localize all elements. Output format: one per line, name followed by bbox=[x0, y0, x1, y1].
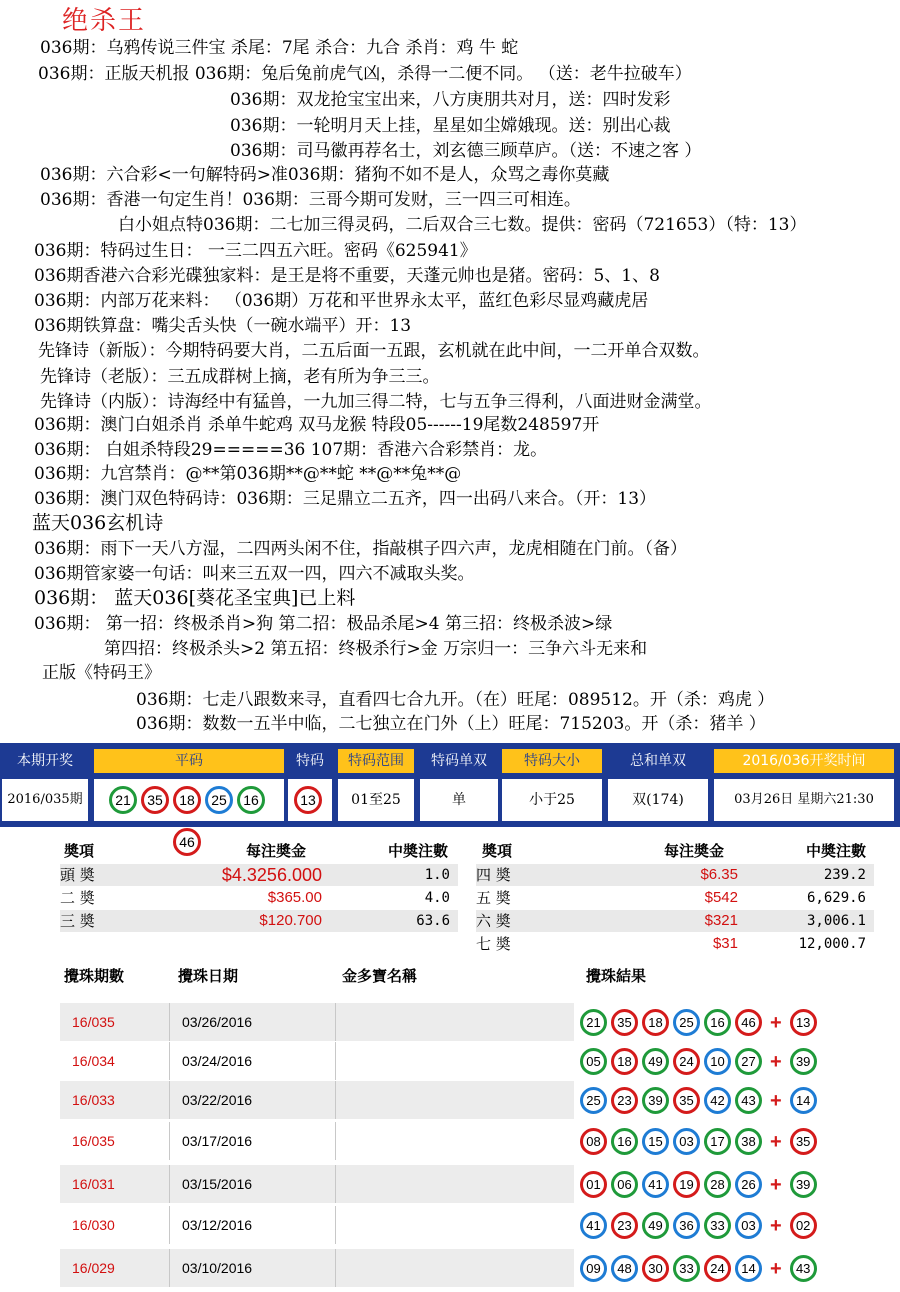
forecast-line: 036期： 蓝天036[葵花圣宝典]已上料 bbox=[34, 587, 356, 609]
prize-count: 4.0 bbox=[424, 890, 450, 906]
special-size-value: 小于25 bbox=[502, 779, 602, 821]
draw-result-cell bbox=[574, 1042, 886, 1080]
prize-name: 二 奬 bbox=[60, 889, 95, 907]
lottery-ball: 41 bbox=[580, 1212, 607, 1239]
lottery-ball: 14 bbox=[790, 1087, 817, 1114]
draw-period-cell: 16/035 bbox=[60, 1122, 170, 1160]
lottery-ball: 21 bbox=[109, 786, 137, 814]
lottery-ball: 01 bbox=[580, 1171, 607, 1198]
prize-item-header-left: 奬項 bbox=[64, 842, 95, 860]
forecast-line: 036期：内部万花来料： （036期）万花和平世界永太平，蓝红色彩尽显鸡藏虎居 bbox=[34, 291, 649, 311]
forecast-line: 036期铁算盘：嘴尖舌头快（一碗水端平）开：13 bbox=[34, 316, 412, 336]
lottery-ball: 09 bbox=[580, 1255, 607, 1282]
lottery-ball: 06 bbox=[611, 1171, 638, 1198]
draw-name-cell bbox=[336, 1165, 575, 1203]
prize-name: 五 奬 bbox=[476, 889, 511, 907]
prize-row-left bbox=[60, 864, 458, 886]
lottery-ball: 13 bbox=[294, 786, 322, 814]
plus-sign: + bbox=[770, 1050, 782, 1073]
draw-period-cell: 16/035 bbox=[60, 1003, 170, 1041]
prize-row-right bbox=[476, 910, 874, 932]
draw-period-cell: 16/030 bbox=[60, 1206, 170, 1244]
lottery-ball: 14 bbox=[735, 1255, 762, 1282]
prize-count: 239.2 bbox=[823, 867, 866, 883]
draw-date-cell: 03/12/2016 bbox=[170, 1206, 336, 1244]
lottery-ball: 24 bbox=[704, 1255, 731, 1282]
lottery-ball: 16 bbox=[704, 1009, 731, 1036]
prize-name: 四 奬 bbox=[476, 866, 511, 884]
forecast-line: 先锋诗（新版）：今期特码要大肖，二五后面一五跟，玄机就在此中间，一二开单合双数。 bbox=[38, 341, 710, 361]
draw-date-cell: 03/24/2016 bbox=[170, 1042, 336, 1080]
draw-period: 2016/035期 bbox=[2, 779, 88, 821]
prize-count: 1.0 bbox=[424, 867, 450, 883]
table-row bbox=[60, 1042, 886, 1080]
draw-date-cell: 03/22/2016 bbox=[170, 1081, 336, 1119]
prize-amount-header-right: 每注奬金 bbox=[664, 842, 725, 860]
lottery-ball: 35 bbox=[790, 1128, 817, 1155]
table-row bbox=[60, 1206, 886, 1244]
draw-result-cell bbox=[574, 1165, 886, 1203]
forecast-line: 036期：双龙抢宝宝出来，八方庚朋共对月，送：四时发彩 bbox=[230, 90, 671, 110]
draw-date-cell: 03/10/2016 bbox=[170, 1249, 336, 1287]
lottery-ball: 16 bbox=[611, 1128, 638, 1155]
forecast-line: 036期管家婆一句话：叫来三五双一四，四六不减取头奖。 bbox=[34, 564, 475, 584]
lottery-ball: 46 bbox=[173, 828, 201, 856]
prize-count: 6,629.6 bbox=[806, 890, 866, 906]
prize-count-header-right: 中奬注數 bbox=[806, 842, 867, 860]
lottery-ball: 39 bbox=[790, 1171, 817, 1198]
lottery-ball: 43 bbox=[790, 1255, 817, 1282]
result-date-header: 攪珠日期 bbox=[178, 967, 239, 985]
forecast-line: 036期：乌鸦传说三件宝 杀尾：7尾 杀合：九合 杀肖：鸡 牛 蛇 bbox=[40, 38, 519, 58]
draw-result-cell bbox=[574, 1249, 886, 1287]
lottery-ball: 19 bbox=[673, 1171, 700, 1198]
forecast-line: 036期：七走八跟数来寻，直看四七合九开。（在）旺尾：089512。开（杀：鸡虎 ） bbox=[136, 690, 775, 710]
lottery-ball: 35 bbox=[141, 786, 169, 814]
lottery-ball: 28 bbox=[704, 1171, 731, 1198]
header-special-size: 特码大小 bbox=[502, 749, 602, 773]
header-special-range: 特码范围 bbox=[338, 749, 414, 773]
forecast-line: 036期：香港一句定生肖！036期：三哥今期可发财，三一四三可相连。 bbox=[40, 190, 581, 210]
forecast-line: 036期：九宫禁肖：@**第036期**@**蛇 **@**兔**@ bbox=[34, 464, 462, 484]
prize-name: 三 奬 bbox=[60, 912, 95, 930]
lottery-ball: 16 bbox=[237, 786, 265, 814]
header-flat-numbers: 平码 bbox=[94, 749, 284, 773]
lottery-ball: 38 bbox=[735, 1128, 762, 1155]
forecast-line: 036期：澳门白姐杀肖 杀单牛蛇鸡 双马龙猴 特段05------19尾数248597开 bbox=[34, 415, 600, 435]
prize-row-left bbox=[60, 910, 458, 932]
prize-amount: $542 bbox=[704, 889, 738, 906]
forecast-line: 036期：一轮明月天上挂，星星如尘嫦娥现。送：别出心裁 bbox=[230, 116, 671, 136]
forecast-line: 036期：六合彩<一句解特码>准036期：猪狗不如不是人，众骂之毒你莫藏 bbox=[40, 165, 610, 185]
lottery-ball: 26 bbox=[735, 1171, 762, 1198]
forecast-line: 036期香港六合彩光碟独家料：是王是将不重要，天蓬元帅也是猪。密码：5、1、8 bbox=[34, 266, 660, 286]
plus-sign: + bbox=[770, 1257, 782, 1280]
forecast-line: 先锋诗（内版）：诗海经中有猛兽，一九加三得二特，七与五争三得利，八面进财金满堂。 bbox=[40, 392, 712, 412]
lottery-ball: 10 bbox=[704, 1048, 731, 1075]
forecast-line: 036期：雨下一天八方湿，二四两头闲不住，指敲棋子四六声，龙虎相随在门前。（备） bbox=[34, 539, 687, 559]
header-special-odd-even: 特码单双 bbox=[420, 749, 498, 773]
lottery-ball: 03 bbox=[673, 1128, 700, 1155]
plus-sign: + bbox=[770, 1214, 782, 1237]
prize-row-right bbox=[476, 933, 874, 955]
lottery-ball: 21 bbox=[580, 1009, 607, 1036]
lottery-ball: 42 bbox=[704, 1087, 731, 1114]
forecast-line: 036期： 第一招：终极杀肖>狗 第二招：极品杀尾>4 第三招：终极杀波>绿 bbox=[34, 614, 613, 634]
lottery-ball: 27 bbox=[735, 1048, 762, 1075]
draw-period-cell: 16/033 bbox=[60, 1081, 170, 1119]
lottery-ball: 49 bbox=[642, 1048, 669, 1075]
draw-name-cell bbox=[336, 1042, 575, 1080]
lottery-ball: 35 bbox=[611, 1009, 638, 1036]
flat-balls bbox=[94, 779, 284, 850]
prize-count: 3,006.1 bbox=[806, 913, 866, 929]
prize-row-right bbox=[476, 864, 874, 886]
draw-period-cell: 16/031 bbox=[60, 1165, 170, 1203]
forecast-line: 036期：特码过生日： 一三二四五六旺。密码《625941》 bbox=[34, 241, 477, 261]
special-odd-even-value: 单 bbox=[420, 779, 498, 821]
prize-amount: $4.3256.000 bbox=[221, 865, 322, 885]
prize-row-left bbox=[60, 887, 458, 909]
draw-name-cell bbox=[336, 1122, 575, 1160]
prize-row-right bbox=[476, 887, 874, 909]
lottery-ball: 30 bbox=[642, 1255, 669, 1282]
special-range-value: 01至25 bbox=[338, 779, 414, 821]
draw-result-cell bbox=[574, 1003, 886, 1041]
lottery-ball: 25 bbox=[205, 786, 233, 814]
page-title: 绝杀王 bbox=[62, 6, 147, 36]
result-period-header: 攪珠期數 bbox=[64, 967, 125, 985]
lottery-ball: 33 bbox=[704, 1212, 731, 1239]
lottery-ball: 08 bbox=[580, 1128, 607, 1155]
header-current-draw: 本期开奖 bbox=[2, 749, 88, 773]
lottery-ball: 33 bbox=[673, 1255, 700, 1282]
lottery-ball: 24 bbox=[673, 1048, 700, 1075]
forecast-line: 036期：澳门双色特码诗：036期：三足鼎立二五齐，四一出码八来合。（开：13） bbox=[34, 489, 657, 509]
result-name-header: 金多寶名稱 bbox=[342, 967, 418, 985]
prize-amount: $321 bbox=[704, 912, 738, 929]
draw-result-cell bbox=[574, 1081, 886, 1119]
forecast-line: 白小姐点特036期：二七加三得灵码，二后双合三七数。提供：密码（721653）（特：13） bbox=[118, 215, 807, 235]
plus-sign: + bbox=[770, 1173, 782, 1196]
forecast-line: 036期：数数一五半中临，二七独立在门外（上）旺尾：715203。开（杀：猪羊 ） bbox=[136, 714, 766, 734]
prize-item-header-right: 奬項 bbox=[482, 842, 513, 860]
lottery-ball: 05 bbox=[580, 1048, 607, 1075]
table-row bbox=[60, 1003, 886, 1041]
forecast-line: 先锋诗（老版）：三五成群树上摘，老有所为争三三。 bbox=[40, 367, 440, 387]
lottery-ball: 41 bbox=[642, 1171, 669, 1198]
prize-count: 12,000.7 bbox=[798, 936, 866, 952]
plus-sign: + bbox=[770, 1011, 782, 1034]
lottery-ball: 25 bbox=[580, 1087, 607, 1114]
draw-date-cell: 03/26/2016 bbox=[170, 1003, 336, 1041]
lottery-ball: 13 bbox=[790, 1009, 817, 1036]
prize-amount: $365.00 bbox=[267, 889, 322, 906]
special-ball bbox=[288, 779, 332, 821]
lottery-ball: 39 bbox=[790, 1048, 817, 1075]
forecast-line: 036期：司马徽再荐名士，刘玄德三顾草庐。（送：不速之客 ） bbox=[230, 141, 702, 161]
sum-odd-even-value: 双(174) bbox=[608, 779, 708, 821]
prize-amount: $120.700 bbox=[259, 912, 322, 929]
prize-name: 六 奬 bbox=[476, 912, 511, 930]
draw-date-cell: 03/15/2016 bbox=[170, 1165, 336, 1203]
header-special-number: 特码 bbox=[288, 749, 332, 773]
plus-sign: + bbox=[770, 1130, 782, 1153]
draw-result-cell bbox=[574, 1122, 886, 1160]
draw-info-bar bbox=[0, 743, 900, 850]
lottery-ball: 02 bbox=[790, 1212, 817, 1239]
lottery-ball: 18 bbox=[642, 1009, 669, 1036]
draw-name-cell bbox=[336, 1206, 575, 1244]
lottery-ball: 17 bbox=[704, 1128, 731, 1155]
table-row bbox=[60, 1249, 886, 1287]
lottery-ball: 48 bbox=[611, 1255, 638, 1282]
lottery-ball: 15 bbox=[642, 1128, 669, 1155]
draw-period-cell: 16/034 bbox=[60, 1042, 170, 1080]
forecast-line: 第四招：终极杀头>2 第五招：终极杀行>金 万宗归一：三争六斗无来和 bbox=[104, 639, 648, 659]
header-next-draw-time: 2016/036开奖时间 bbox=[714, 749, 894, 773]
table-row bbox=[60, 1081, 886, 1119]
prize-amount: $31 bbox=[712, 935, 738, 952]
lottery-ball: 46 bbox=[735, 1009, 762, 1036]
prize-amount: $6.35 bbox=[700, 866, 738, 883]
forecast-line: 正版《特码王》 bbox=[42, 663, 161, 683]
lottery-ball: 03 bbox=[735, 1212, 762, 1239]
prize-count-header-left: 中奬注數 bbox=[388, 842, 449, 860]
draw-period-cell: 16/029 bbox=[60, 1249, 170, 1287]
prize-name: 七 奬 bbox=[476, 935, 511, 953]
plus-sign: + bbox=[770, 1089, 782, 1112]
prize-count: 63.6 bbox=[416, 913, 450, 929]
lottery-ball: 36 bbox=[673, 1212, 700, 1239]
draw-name-cell bbox=[336, 1003, 575, 1041]
forecast-line: 036期：正版天机报 036期：兔后兔前虎气凶，杀得一二便不同。 （送：老牛拉破车） bbox=[38, 64, 692, 84]
lottery-ball: 18 bbox=[173, 786, 201, 814]
lottery-ball: 23 bbox=[611, 1212, 638, 1239]
prize-name: 頭 奬 bbox=[60, 866, 95, 884]
forecast-line: 蓝天036玄机诗 bbox=[32, 512, 164, 534]
result-balls-header: 攪珠結果 bbox=[586, 967, 647, 985]
draw-date-cell: 03/17/2016 bbox=[170, 1122, 336, 1160]
prize-amount-header-left: 每注奬金 bbox=[246, 842, 307, 860]
lottery-ball: 43 bbox=[735, 1087, 762, 1114]
table-row bbox=[60, 1122, 886, 1160]
lottery-ball: 18 bbox=[611, 1048, 638, 1075]
next-draw-time-value: 03月26日 星期六21:30 bbox=[714, 779, 894, 821]
draw-result-cell bbox=[574, 1206, 886, 1244]
draw-name-cell bbox=[336, 1249, 575, 1287]
lottery-ball: 25 bbox=[673, 1009, 700, 1036]
lottery-ball: 23 bbox=[611, 1087, 638, 1114]
header-sum-odd-even: 总和单双 bbox=[608, 749, 708, 773]
draw-name-cell bbox=[336, 1081, 575, 1119]
lottery-ball: 49 bbox=[642, 1212, 669, 1239]
lottery-ball: 35 bbox=[673, 1087, 700, 1114]
table-row bbox=[60, 1165, 886, 1203]
forecast-line: 036期： 白姐杀特段29=====36 107期：香港六合彩禁肖：龙。 bbox=[34, 440, 548, 460]
lottery-ball: 39 bbox=[642, 1087, 669, 1114]
